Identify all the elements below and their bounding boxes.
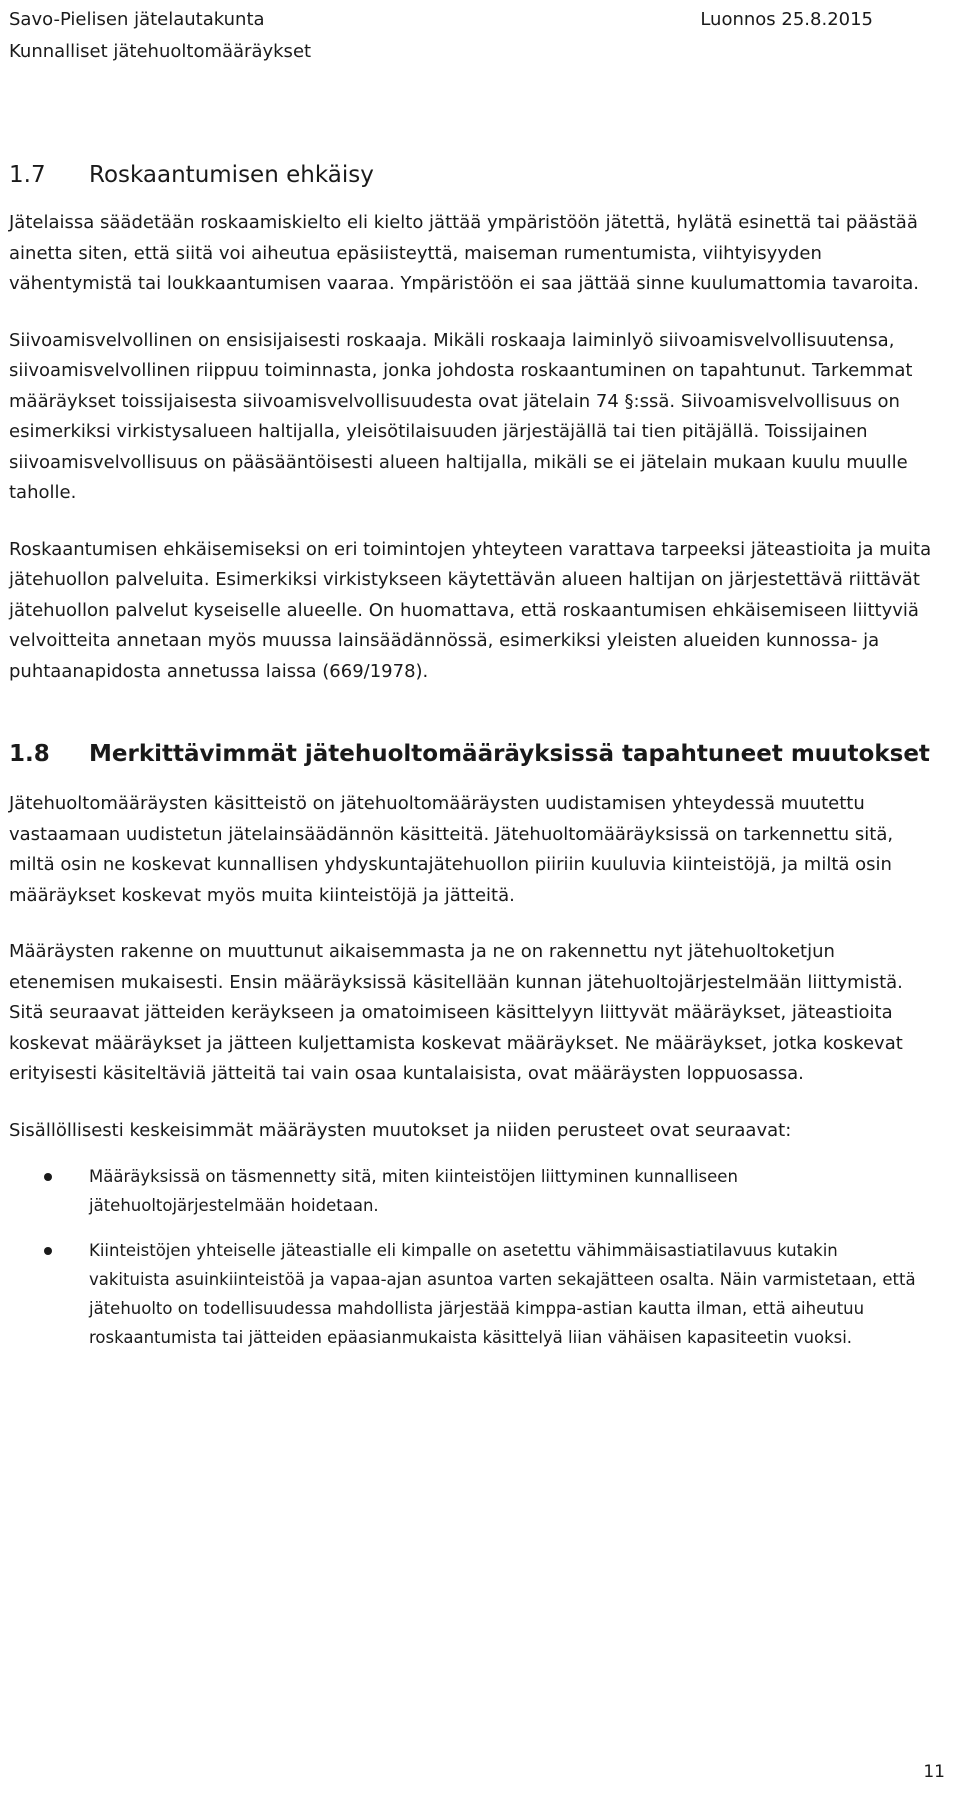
paragraph: Jätelaissa säädetään roskaamiskielto eli kielto jättää ympäristöön jätettä, hylätä esinettä tai päästää ainetta siten, että siitä voi aiheutua epäsiisteyttä, maiseman rumentumista, viihtyisyyden vähentymistä tai loukkaantumisen vaaraa. Ympäristöön ei saa jättää sinne kuulumattomia tavaroita. (9, 212, 919, 294)
header-doc-title: Kunnalliset jätehuoltomääräykset (9, 41, 312, 62)
document-body (9, 162, 941, 1352)
paragraph: Määräysten rakenne on muuttunut aikaisemmasta ja ne on rakennettu nyt jätehuoltoketjun etenemisen mukaisesti. Ensin määräyksissä käsitellään kunnan jätehuoltojärjestelmään liittymistä. Sitä seuraavat jätteiden keräykseen ja omatoimiseen käsittelyyn liittyvät määräykset, jäteastioita koskevat määräykset ja jätteen kuljettamista koskevat määräykset. Ne määräykset, jotka koskevat erityisesti käsiteltäviä jätteitä tai vain osaa kuntalaisista, ovat määräysten loppuosassa. (9, 941, 903, 1084)
section-number: 1.7 (9, 162, 46, 188)
paragraph: Sisällöllisesti keskeisimmät määräysten muutokset ja niiden perusteet ovat seuraavat: (9, 1119, 792, 1141)
list-item-text: Määräyksissä on täsmennetty sitä, miten kiinteistöjen liittyminen kunnalliseen jätehuoltojärjestelmään hoidetaan. (89, 1167, 738, 1215)
section-title: Merkittävimmät jätehuoltomääräyksissä tapahtuneet muutokset (89, 741, 930, 767)
paragraph: Jätehuoltomääräysten käsitteistö on jätehuoltomääräysten uudistamisen yhteydessä muutettu vastaamaan uudistetun jätelainsäädännön käsitteitä. Jätehuoltomääräyksissä on tarkennettu sitä, miltä osin ne koskevat kunnallisen yhdyskuntajätehuollon piiriin kuuluvia kiinteistöjä, ja miltä osin määräykset koskevat myös muita kiinteistöjä ja jätteitä. (9, 793, 894, 906)
section-heading-1-7 (9, 162, 941, 202)
page-number: 11 (923, 1762, 945, 1782)
paragraph: Siivoamisvelvollinen on ensisijaisesti roskaaja. Mikäli roskaaja laiminlyö siivoamisvelvollisuutensa, siivoamisvelvollinen riippuu toiminnasta, jonka johdosta roskaantuminen on tapahtunut. Tarkemmat määräykset toissijaisesta siivoamisvelvollisuudesta ovat jätelain 74 §:ssä. Siivoamisvelvollisuus on esimerkiksi virkistysalueen haltijalla, yleisötilaisuuden järjestäjällä tai tien pitäjällä. Toissijainen siivoamisvelvollisuus on pääsääntöisesti alueen haltijalla, mikäli se ei jätelain mukaan kuulu muulle taholle. (9, 329, 913, 503)
page-header (9, 4, 873, 68)
list-item-text: Kiinteistöjen yhteiselle jäteastialle eli kimpalle on asetettu vähimmäisastiatilavuus kutakin vakituista asuinkiinteistöä ja vapaa-ajan asuntoa varten sekajätteen osalta. Näin varmistetaan, että jätehuolto on todellisuudessa mahdollista järjestää kimppa-astian kautta ilman, että aiheutuu roskaantumista tai jätteiden epäasianmukaista käsittelyä liian vähäisen kapasiteetin vuoksi. (89, 1241, 916, 1347)
section-heading-1-8 (9, 741, 941, 781)
list-item (9, 1162, 919, 1220)
section-number: 1.8 (9, 741, 50, 767)
section-title: Roskaantumisen ehkäisy (89, 162, 374, 188)
bullet-icon (44, 1173, 52, 1181)
list-item (9, 1236, 919, 1352)
changes-list (9, 1162, 941, 1352)
paragraph: Roskaantumisen ehkäisemiseksi on eri toimintojen yhteyteen varattava tarpeeksi jäteastioita ja muita jätehuollon palveluita. Esimerkiksi virkistykseen käytettävän alueen haltijan on järjestettävä riittävät jätehuollon palvelut kyseiselle alueelle. On huomattava, että roskaantumisen ehkäisemiseen liittyviä velvoitteita annetaan myös muussa lainsäädännössä, esimerkiksi yleisten alueiden kunnossa- ja puhtaanapidosta annetussa laissa (669/1978). (9, 538, 932, 682)
bullet-icon (44, 1247, 52, 1255)
header-draft-date: Luonnos 25.8.2015 (700, 9, 873, 30)
header-org: Savo-Pielisen jätelautakunta (9, 9, 265, 30)
